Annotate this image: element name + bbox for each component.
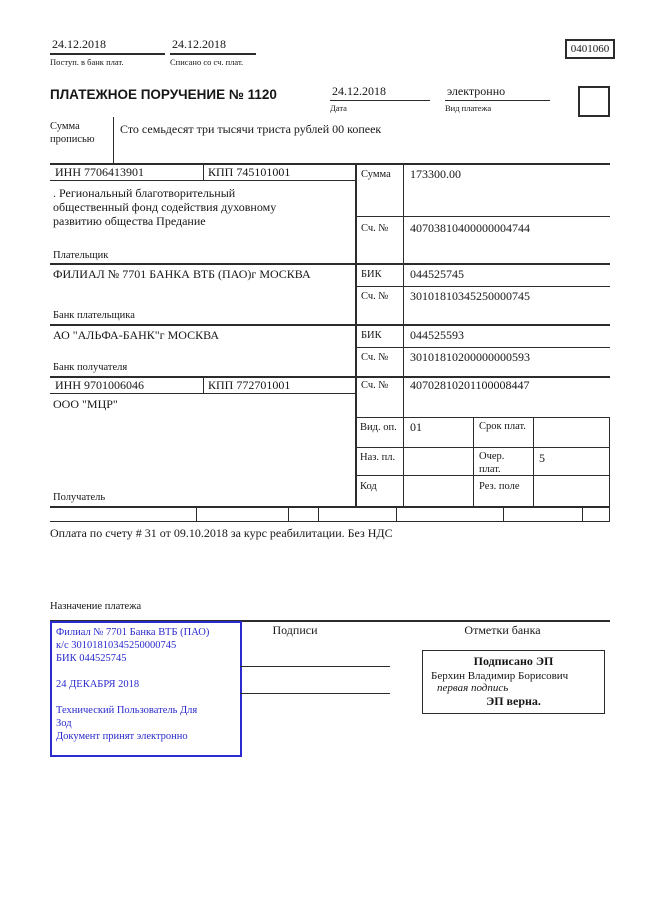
stamp-valid-label: ЭП верна. bbox=[486, 694, 541, 708]
bank-marks-title: Отметки банка bbox=[464, 623, 541, 637]
term-label: Срок плат. bbox=[479, 421, 526, 432]
signature-line bbox=[240, 666, 390, 667]
payment-kind-caption: Вид платежа bbox=[445, 103, 492, 113]
payee-name: ООО "МЦР" bbox=[53, 397, 118, 411]
table-line bbox=[473, 417, 474, 506]
empty-field-cell-divider bbox=[503, 507, 504, 521]
table-line bbox=[50, 263, 610, 265]
stamp-first-signature-label: первая подпись bbox=[437, 682, 509, 694]
form-code-box: 0401060 bbox=[565, 39, 615, 59]
table-line bbox=[355, 286, 610, 287]
order-label: Очер. плат. bbox=[479, 451, 505, 475]
payee-kpp: КПП 772701001 bbox=[208, 378, 291, 392]
received-date: 24.12.2018 bbox=[50, 37, 165, 55]
empty-field-cell-divider bbox=[396, 507, 397, 521]
purpose-text: Оплата по счету # 31 от 09.10.2018 за курс реабилитации. Без НДС bbox=[50, 526, 393, 540]
date-value: 24.12.2018 bbox=[330, 84, 430, 101]
bank-note-line: БИК 044525745 bbox=[56, 653, 127, 664]
table-line bbox=[50, 521, 610, 522]
payer-account-label: Сч. № bbox=[361, 223, 389, 234]
payee-label: Получатель bbox=[53, 492, 106, 503]
debited-from-account-field bbox=[170, 37, 256, 67]
payee-bank-bik-label: БИК bbox=[361, 330, 382, 341]
payee-account-label: Сч. № bbox=[361, 380, 389, 391]
payer-bank-bik: 044525745 bbox=[410, 267, 464, 281]
document-title: ПЛАТЕЖНОЕ ПОРУЧЕНИЕ № 1120 bbox=[50, 87, 277, 102]
bank-note-line: к/с 30101810345250000745 bbox=[56, 640, 177, 651]
empty-field-cell-divider bbox=[318, 507, 319, 521]
payer-kpp: КПП 745101001 bbox=[208, 165, 291, 179]
amount-value: 173300.00 bbox=[410, 167, 461, 181]
payer-bank-account-label: Сч. № bbox=[361, 291, 389, 302]
signatures-title: Подписи bbox=[272, 623, 318, 637]
bank-note-line: Филиал № 7701 Банка ВТБ (ПАО) bbox=[56, 627, 210, 638]
table-line bbox=[203, 376, 204, 393]
divider bbox=[113, 117, 114, 163]
bank-note-line: Документ принят электронно bbox=[56, 731, 188, 742]
stamp-signer-name: Берхин Владимир Борисович bbox=[431, 670, 569, 682]
payer-account: 40703810400000004744 bbox=[410, 221, 530, 235]
op-kind-label: Вид. оп. bbox=[360, 422, 397, 433]
code-label: Код bbox=[360, 481, 377, 492]
amount-words: Сто семьдесят три тысячи триста рублей 00 копеек bbox=[120, 122, 382, 136]
bank-note-line: Зод bbox=[56, 718, 72, 729]
table-line bbox=[50, 393, 355, 394]
payment-table bbox=[50, 163, 610, 523]
payer-bank-account: 30101810345250000745 bbox=[410, 289, 530, 303]
payer-bank-label: Банк плательщика bbox=[53, 310, 135, 321]
bank-note-line bbox=[56, 665, 236, 678]
empty-field-cell-divider bbox=[196, 507, 197, 521]
bank-note-line: 24 ДЕКАБРЯ 2018 bbox=[56, 679, 140, 690]
stamp-signed-label: Подписано ЭП bbox=[473, 654, 554, 668]
table-line bbox=[50, 180, 355, 181]
table-line bbox=[355, 447, 610, 448]
payer-inn: ИНН 7706413901 bbox=[55, 165, 144, 179]
bank-note-line bbox=[56, 691, 236, 704]
received-caption: Поступ. в банк плат. bbox=[50, 57, 124, 67]
payer-bank-bik-label: БИК bbox=[361, 269, 382, 280]
payer-name: . Региональный благотворительный общественный фонд содействия духовному развитию общества Предание bbox=[53, 186, 277, 228]
table-line bbox=[203, 163, 204, 180]
table-line bbox=[50, 324, 610, 326]
payment-kind-field bbox=[445, 84, 550, 113]
table-line bbox=[403, 163, 404, 506]
empty-field-cell-divider bbox=[288, 507, 289, 521]
payee-bank-bik: 044525593 bbox=[410, 328, 464, 342]
received-in-bank-field bbox=[50, 37, 165, 67]
payer-bank-name: ФИЛИАЛ № 7701 БАНКА ВТБ (ПАО)г МОСКВА bbox=[53, 267, 311, 281]
amount-label: Сумма bbox=[361, 169, 391, 180]
payee-bank-account-label: Сч. № bbox=[361, 352, 389, 363]
table-line bbox=[355, 163, 357, 506]
bank-note-line: Технический Пользователь Для bbox=[56, 705, 198, 716]
debited-date: 24.12.2018 bbox=[170, 37, 256, 55]
payee-bank-label: Банк получателя bbox=[53, 362, 128, 373]
empty-field-cell-divider bbox=[582, 507, 583, 521]
table-line bbox=[355, 347, 610, 348]
empty-field-cell-divider bbox=[609, 507, 610, 521]
purpose-caption: Назначение платежа bbox=[50, 601, 142, 612]
bank-electronic-note bbox=[50, 621, 242, 757]
payee-bank-account: 30101810200000000593 bbox=[410, 350, 530, 364]
payee-bank-name: АО "АЛЬФА-БАНК"г МОСКВА bbox=[53, 328, 220, 342]
amount-words-label: Сумма прописью bbox=[50, 121, 95, 145]
debited-caption: Списано со сч. плат. bbox=[170, 57, 244, 67]
table-line bbox=[609, 417, 610, 506]
payer-label: Плательщик bbox=[53, 250, 109, 261]
payee-account: 40702810201100008447 bbox=[410, 378, 530, 392]
purpose-code-label: Наз. пл. bbox=[360, 452, 396, 463]
payment-kind-value: электронно bbox=[445, 84, 550, 101]
table-line bbox=[533, 417, 534, 506]
payee-inn: ИНН 9701006046 bbox=[55, 378, 144, 392]
payment-type-box bbox=[578, 86, 610, 117]
order-value: 5 bbox=[539, 451, 545, 465]
date-caption: Дата bbox=[330, 103, 347, 113]
date-field bbox=[330, 84, 430, 113]
reserve-label: Рез. поле bbox=[479, 481, 520, 492]
electronic-signature-stamp bbox=[422, 650, 605, 714]
table-line bbox=[355, 216, 610, 217]
signature-line bbox=[240, 693, 390, 694]
op-kind-value: 01 bbox=[410, 420, 422, 434]
table-line bbox=[355, 417, 610, 418]
table-line bbox=[50, 506, 610, 508]
